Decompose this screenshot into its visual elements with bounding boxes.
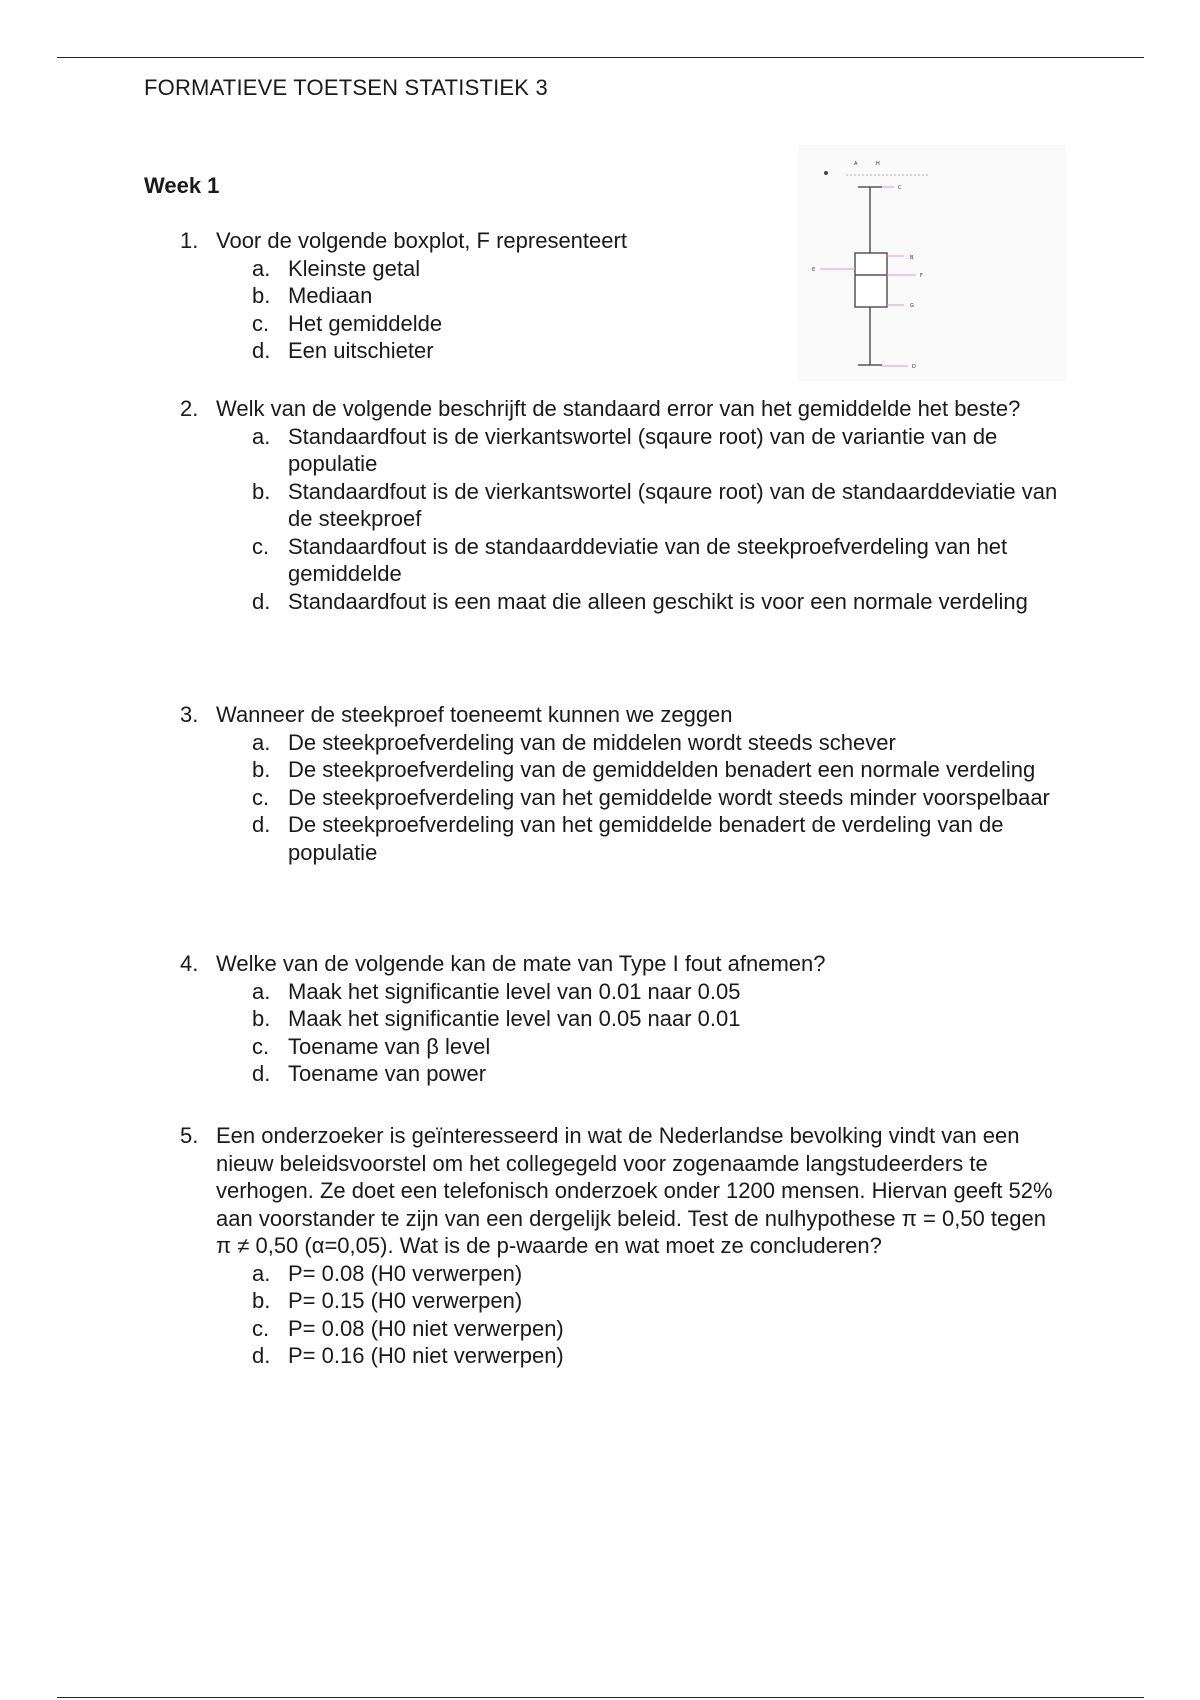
option-text: Maak het significantie level van 0.01 naar 0.05: [288, 978, 741, 1004]
option-text: De steekproefverdeling van het gemiddelde benadert de verdeling van de populatie: [288, 812, 1004, 865]
boxplot-outlier: [824, 171, 828, 175]
option-letter: c.: [252, 1033, 270, 1059]
option-letter: c.: [252, 784, 270, 810]
option-text: Mediaan: [288, 283, 373, 308]
option-text: Toename van power: [288, 1061, 487, 1086]
option-list: [180, 1260, 1060, 1370]
option-letter: a.: [252, 729, 271, 755]
option-letter: d.: [252, 812, 271, 837]
option-text: Een uitschieter: [288, 338, 434, 363]
question-4: [180, 950, 1060, 1088]
option-d: [252, 588, 1060, 616]
document-header: FORMATIEVE TOETSEN STATISTIEK 3: [144, 75, 548, 100]
option-text: P= 0.08 (H0 verwerpen): [288, 1260, 523, 1286]
option-text: Het gemiddelde: [288, 310, 443, 336]
option-b: [252, 1005, 1060, 1033]
week-title: Week 1: [144, 173, 220, 198]
boxplot-label-e: E: [812, 267, 816, 273]
question-1: [180, 227, 1060, 365]
option-text: Toename van β level: [288, 1033, 491, 1059]
option-letter: a.: [252, 978, 271, 1004]
option-b: [252, 478, 1060, 533]
option-a: [252, 255, 1060, 283]
option-letter: d.: [252, 1061, 271, 1086]
boxplot-label-c: C: [898, 185, 902, 191]
top-rule: [57, 57, 1144, 58]
option-d: [252, 337, 1060, 365]
option-c: [252, 1315, 1060, 1343]
option-text: P= 0.16 (H0 niet verwerpen): [288, 1343, 564, 1368]
option-letter: d.: [252, 588, 271, 614]
boxplot-label-f: F: [920, 273, 923, 279]
option-letter: d.: [252, 338, 271, 363]
question-number: 2.: [180, 396, 199, 421]
option-text: Kleinste getal: [288, 255, 421, 281]
question-text: Welke van de volgende kan de mate van Type I fout afnemen?: [216, 951, 826, 976]
option-letter: d.: [252, 1343, 271, 1368]
option-letter: a.: [252, 1260, 271, 1286]
option-b: [252, 756, 1060, 784]
option-text: P= 0.15 (H0 verwerpen): [288, 1288, 523, 1313]
boxplot-label-d: D: [912, 364, 916, 370]
option-d: [252, 1342, 1060, 1370]
option-b: [252, 282, 1060, 310]
question-number: 3.: [180, 702, 199, 727]
option-c: [252, 1033, 1060, 1061]
option-letter: c.: [252, 533, 270, 559]
option-text: Standaardfout is de vierkantswortel (sqaure root) van de variantie van de populatie: [288, 423, 998, 476]
option-c: [252, 310, 1060, 338]
option-letter: b.: [252, 1288, 271, 1313]
option-a: [252, 729, 1060, 757]
question-5: [180, 1122, 1060, 1370]
question-number: 4.: [180, 951, 199, 976]
option-text: De steekproefverdeling van de middelen wordt steeds schever: [288, 729, 896, 755]
question-text: Welk van de volgende beschrijft de standaard error van het gemiddelde het beste?: [216, 396, 1021, 421]
question-text: Voor de volgende boxplot, F representeert: [216, 228, 627, 253]
option-c: [252, 533, 1060, 588]
option-letter: c.: [252, 310, 270, 336]
boxplot-label-a: A: [854, 161, 858, 167]
option-letter: b.: [252, 283, 271, 308]
boxplot-label-b: B: [910, 255, 914, 261]
question-text: Een onderzoeker is geïnteresseerd in wat de Nederlandse bevolking vindt van een nieuw beleidsvoorstel om het collegegeld voor zogenaamde langstudeerders te verhogen. Ze doet een telefonisch onderzoek onder 1200 mensen. Hiervan geeft 52% aan voorstander te zijn van een dergelijk beleid. Test de nulhypothese π = 0,50 tegen π ≠ 0,50 (α=0,05). Wat is de p-waarde en wat moet ze concluderen?: [216, 1123, 1053, 1258]
option-letter: c.: [252, 1315, 270, 1341]
option-text: Maak het significantie level van 0.05 naar 0.01: [288, 1006, 741, 1031]
option-a: [252, 423, 1060, 478]
option-c: [252, 784, 1060, 812]
option-a: [252, 978, 1060, 1006]
option-letter: b.: [252, 1006, 271, 1031]
boxplot-label-g: G: [910, 303, 914, 309]
question-number: 1.: [180, 228, 199, 253]
option-letter: a.: [252, 423, 271, 449]
option-text: De steekproefverdeling van de gemiddelden benadert een normale verdeling: [288, 757, 1036, 782]
question-3: [180, 701, 1060, 866]
option-list: [180, 423, 1060, 616]
option-list: [180, 255, 1060, 365]
option-d: [252, 811, 1060, 866]
option-letter: b.: [252, 757, 271, 782]
option-text: Standaardfout is een maat die alleen geschikt is voor een normale verdeling: [288, 588, 1028, 614]
option-b: [252, 1287, 1060, 1315]
option-list: [180, 978, 1060, 1088]
option-letter: a.: [252, 255, 271, 281]
option-text: Standaardfout is de vierkantswortel (sqaure root) van de standaarddeviatie van de steekproef: [288, 478, 1058, 531]
option-list: [180, 729, 1060, 867]
option-text: De steekproefverdeling van het gemiddelde wordt steeds minder voorspelbaar: [288, 784, 1050, 810]
option-a: [252, 1260, 1060, 1288]
option-text: P= 0.08 (H0 niet verwerpen): [288, 1315, 564, 1341]
question-text: Wanneer de steekproef toeneemt kunnen we zeggen: [216, 702, 733, 727]
bottom-rule: [57, 1697, 1144, 1698]
option-letter: b.: [252, 478, 271, 504]
question-2: [180, 395, 1060, 615]
question-number: 5.: [180, 1123, 199, 1148]
boxplot-label-h: H: [876, 161, 880, 167]
option-d: [252, 1060, 1060, 1088]
option-text: Standaardfout is de standaarddeviatie van de steekproefverdeling van het gemiddelde: [288, 533, 1008, 586]
